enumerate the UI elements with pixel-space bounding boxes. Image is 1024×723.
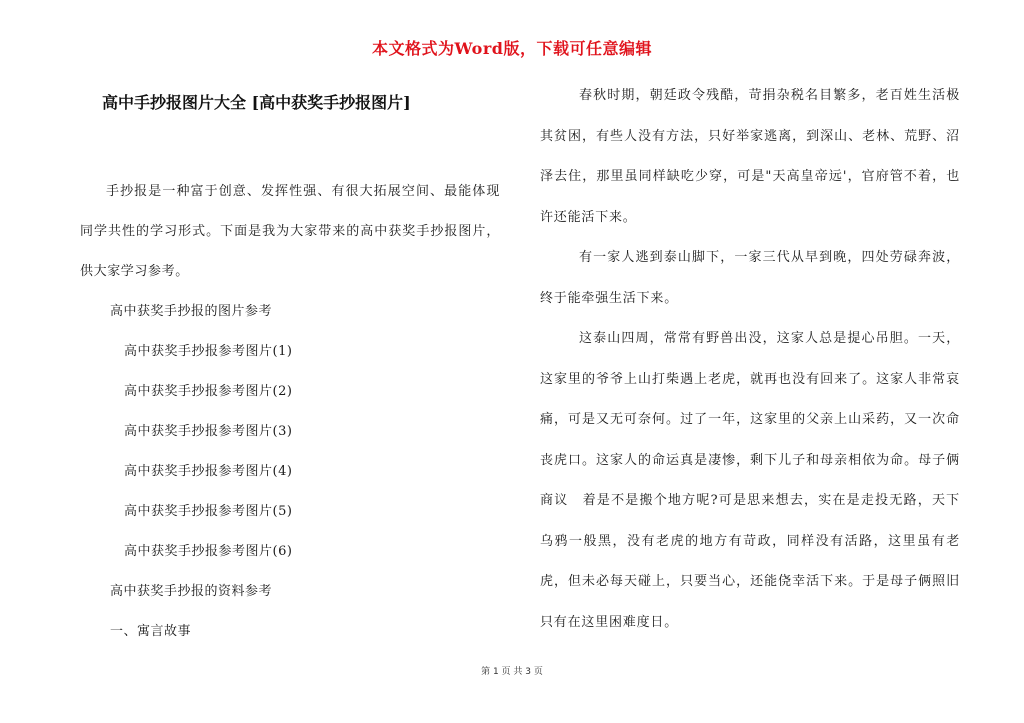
document-title: 高中手抄报图片大全 [高中获奖手抄报图片] (102, 93, 411, 112)
right-column (540, 76, 960, 643)
outline-item: 高中获奖手抄报参考图片(2) (124, 384, 293, 399)
outline-item: 高中获奖手抄报参考图片(3) (124, 424, 293, 439)
intro-paragraph: 手抄报是一种富于创意、发挥性强、有很大拓展空间、最能体现同学共性的学习形式。下面是我为大家带来的高中获奖手抄报图片，供大家学习参考。 (80, 184, 500, 279)
document-banner: 本文格式为Word版，下载可任意编辑 (372, 39, 652, 58)
page-footer: 第 1 页 共 3 页 (481, 667, 543, 677)
left-column (80, 88, 500, 652)
outline-item: 高中获奖手抄报的资料参考 (110, 584, 273, 599)
story-paragraph: 春秋时期，朝廷政令残酷，苛捐杂税名目繁多，老百姓生活极其贫困，有些人没有方法，只好举家逃离，到深山、老林、荒野、沼泽去住，那里虽同样缺吃少穿，可是"天高皇帝远'，官府管不着，也许还能活下来。 (540, 88, 960, 225)
outline-item: 高中获奖手抄报的图片参考 (110, 304, 273, 319)
outline-item: 高中获奖手抄报参考图片(4) (124, 464, 293, 479)
outline-item: 一、寓言故事 (110, 624, 192, 639)
outline-item: 高中获奖手抄报参考图片(6) (124, 544, 293, 559)
story-paragraph: 这泰山四周，常常有野兽出没，这家人总是提心吊胆。一天，这家里的爷爷上山打柴遇上老虎，就再也没有回来了。这家人非常哀痛，可是又无可奈何。过了一年，这家里的父亲上山采药，又一次命丧虎口。这家人的命运真是凄惨，剩下儿子和母亲相依为命。母子俩商议 着是不是搬个地方呢?可是思来想去，实在是走投无路，天下乌鸦一般黑，没有老虎的地方有苛政，同样没有活路，这里虽有老虎，但未必每天碰上，只要当心，还能侥幸活下来。于是母子俩照旧只有在这里困难度日。 (540, 331, 960, 630)
outline-item: 高中获奖手抄报参考图片(5) (124, 504, 293, 519)
outline-item: 高中获奖手抄报参考图片(1) (124, 344, 293, 359)
story-paragraph: 有一家人逃到泰山脚下，一家三代从早到晚，四处劳碌奔波，终于能牵强生活下来。 (540, 250, 960, 306)
outline-list (80, 292, 500, 652)
